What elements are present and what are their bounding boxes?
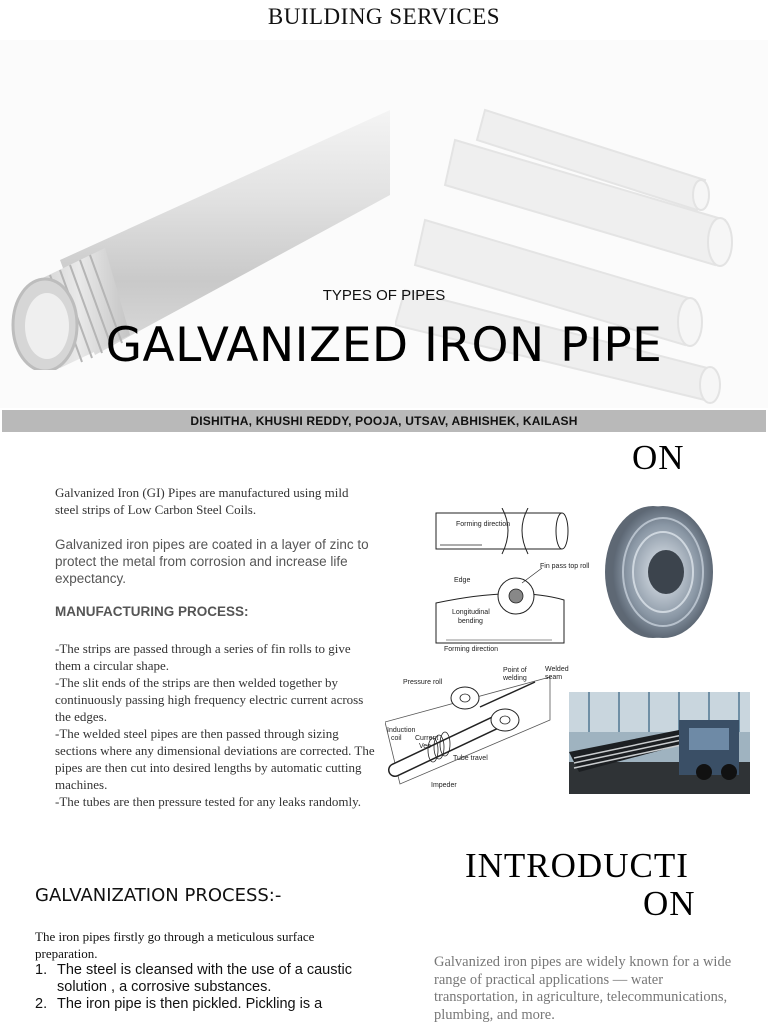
galvanization-steps [35,962,355,1013]
list-line: The iron pipe is then pickled. Pickling is a [57,996,323,1012]
label-coil: coil [391,735,402,742]
list-text [57,962,352,996]
list-number: 1. [35,962,48,978]
manufacturing-step: -The strips are passed through a series of fin rolls to give them a circular shape. [55,641,351,673]
label-welding: welding [503,675,527,682]
manufacturing-heading: MANUFACTURING PROCESS: [55,604,249,619]
hero-subtitle: TYPES OF PIPES [322,287,446,304]
label-seam: seam [545,674,563,681]
page-header-title: BUILDING SERVICES [267,4,501,29]
list-line: solution , a corrosive substances. [57,979,272,995]
list-item [35,996,355,1013]
intro-heading-line1: INTRODUCTI [465,846,689,878]
manufacturing-step: -The welded steel pipes are then passed through sizing sections where any dimensional deviations are corrected. The pipes are then cut into desired lengths by automatic cutting machines. [55,726,375,792]
list-number: 2. [35,996,48,1012]
label-forming-direction: Forming direction [456,521,511,528]
intro-paragraph-2: Galvanized iron pipes are coated in a layer of zinc to protect the metal from corrosion and increase life expectancy. [55,537,369,586]
manufacturing-step: -The tubes are then pressure tested for any leaks randomly. [55,794,361,809]
label-fin-pass-top-roll: Fin pass top roll [540,563,590,570]
manufacturing-step: -The slit ends of the strips are then welded together by continuously passing high frequency electric current across the edges. [55,675,364,724]
label-point-of: Point of [503,667,527,674]
intro-heading-line2: ON [643,884,696,923]
hero-banner [0,40,768,408]
intro-paragraph-1: Galvanized Iron (GI) Pipes are manufactured using mild steel strips of Low Carbon Steel Coils. [55,485,349,517]
galvanization-heading: GALVANIZATION PROCESS:- [35,885,282,906]
list-item [35,962,355,996]
label-pressure-roll: Pressure roll [403,679,443,686]
intro-heading-fragment: ON [632,438,685,477]
applications-paragraph: Galvanized iron pipes are widely known for a wide range of practical applications — water transportation, in agriculture, telecommunications, plumbing, and more. [434,954,732,1023]
label-edge: Edge [454,577,471,584]
list-text [57,996,322,1013]
label-tube-travel: Tube travel [453,755,488,762]
label-welded: Welded [545,666,569,673]
label-impeder: Impeder [431,782,457,789]
label-vee: Vee [419,743,432,750]
steel-coil-image [598,500,768,640]
list-line: The steel is cleansed with the use of a caustic [57,962,352,978]
label-forming-direction-bottom: Forming direction [444,646,499,653]
forming-diagram [432,508,600,653]
hero-title: GALVANIZED IRON PIPE [105,318,663,373]
authors-bar: DISHITHA, KHUSHI REDDY, POOJA, UTSAV, ABHISHEK, KAILASH [2,410,766,432]
label-induction: Induction [387,727,416,734]
galvanization-intro: The iron pipes firstly go through a meticulous surface preparation. [35,929,315,961]
factory-photo [569,692,750,794]
label-bending: bending [458,618,483,625]
manufacturing-steps [55,640,375,810]
label-current: Current [415,735,439,742]
welding-diagram [385,662,575,794]
label-longitudinal: Longitudinal [452,609,490,616]
